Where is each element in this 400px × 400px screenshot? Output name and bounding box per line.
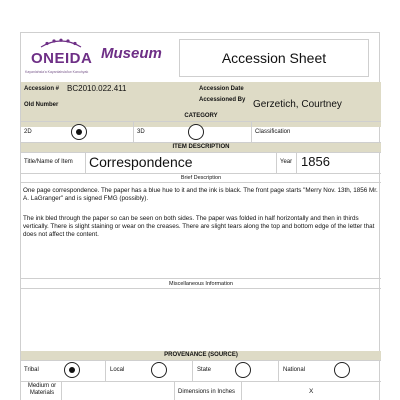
category-2d-radio[interactable]	[71, 124, 87, 140]
brief-description-paragraph-1[interactable]: One page correspondence. The paper has a blue hue to it and the ink is black. The front page starts "Merry Nov. 13th, 1856 Mr. A. LaGranger" and is signed FMG (possibly).	[23, 187, 378, 202]
divider	[21, 360, 381, 361]
radio-selected-dot	[76, 129, 82, 135]
dimension-width-field[interactable]	[242, 382, 307, 400]
brief-description-paragraph-2[interactable]: The ink bled through the paper so can be seen on both sides. The paper was folded in half horizontally and then in thirds vertically. There is slight staining or wear on the creases. There are slight tears along the top and bottom edge of the letter that does not affect the content.	[23, 215, 375, 238]
accessioned-by-field[interactable]: Gerzetich, Courtney	[253, 99, 342, 110]
page-title: Accession Sheet	[179, 39, 369, 77]
divider	[85, 153, 86, 173]
provenance-state-label: State	[197, 367, 212, 373]
year-label: Year	[280, 159, 293, 165]
category-3d-label: 3D	[137, 129, 145, 135]
oneida-logo	[21, 33, 105, 81]
divider	[21, 121, 381, 122]
divider	[296, 153, 297, 173]
dimension-height-field[interactable]	[317, 382, 380, 400]
logo-tagline: Kayanlahsla'a Kayanlahsla'kw Kanuhyak	[25, 70, 89, 74]
medium-materials-label: Medium or Materials	[27, 383, 57, 396]
divider	[21, 278, 381, 279]
dimensions-separator: X	[309, 388, 314, 395]
provenance-state-radio[interactable]	[235, 362, 251, 378]
provenance-local-radio[interactable]	[151, 362, 167, 378]
divider	[133, 122, 134, 142]
accessioned-by-label: Accessioned By	[199, 97, 246, 103]
title-name-label: Title/Name of Item	[24, 159, 73, 165]
medium-materials-field[interactable]	[62, 382, 174, 400]
accession-sheet	[20, 32, 380, 400]
accession-date-label: Accession Date	[199, 86, 244, 92]
dimensions-label: Dimensions in Inches	[178, 389, 236, 395]
old-number-label: Old Number	[24, 102, 59, 108]
provenance-tribal-radio[interactable]	[64, 362, 80, 378]
divider	[21, 182, 381, 183]
divider	[251, 122, 252, 142]
divider	[21, 173, 381, 174]
miscellaneous-information-field[interactable]	[21, 289, 381, 351]
sheet-header	[21, 33, 381, 81]
radio-selected-dot	[69, 367, 75, 373]
museum-heading: Museum	[101, 45, 162, 62]
divider	[105, 361, 106, 381]
logo-wordmark: ONEIDA	[31, 50, 93, 67]
provenance-heading: PROVENANCE (SOURCE)	[21, 351, 381, 360]
category-3d-radio[interactable]	[188, 124, 204, 140]
year-field[interactable]: 1856	[301, 154, 330, 169]
provenance-national-radio[interactable]	[334, 362, 350, 378]
miscellaneous-information-label: Miscellaneous Information	[169, 281, 233, 287]
provenance-national-label: National	[283, 367, 306, 373]
logo-arc-icon	[39, 38, 83, 48]
provenance-local-label: Local	[110, 367, 125, 373]
provenance-tribal-label: Tribal	[24, 367, 39, 373]
accession-number-label: Accession #	[24, 86, 60, 92]
item-description-heading: ITEM DESCRIPTION	[21, 143, 381, 152]
divider	[276, 153, 277, 173]
classification-label: Classification	[255, 129, 291, 135]
divider	[21, 152, 381, 153]
category-heading: CATEGORY	[21, 112, 381, 121]
category-2d-label: 2D	[24, 129, 32, 135]
divider	[278, 361, 279, 381]
title-name-field[interactable]: Correspondence	[89, 154, 193, 170]
divider	[192, 361, 193, 381]
brief-description-label: Brief Description	[180, 175, 222, 181]
divider	[174, 382, 175, 400]
accession-number-field[interactable]: BC2010.022.411	[67, 84, 127, 93]
